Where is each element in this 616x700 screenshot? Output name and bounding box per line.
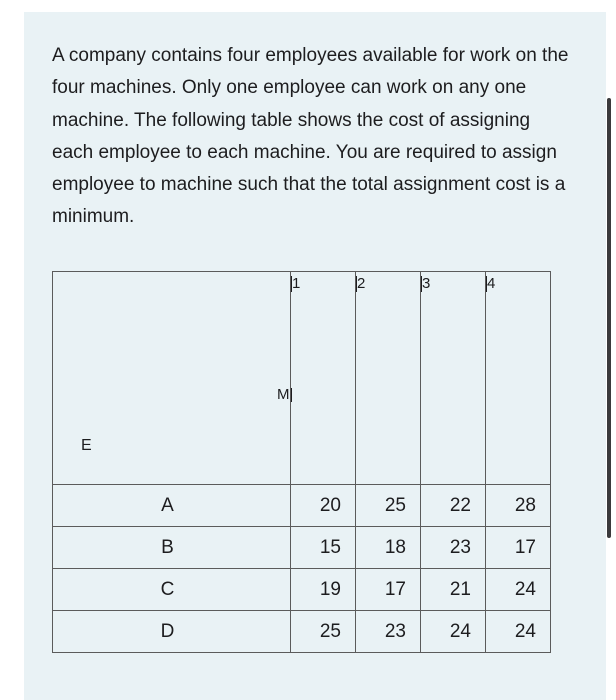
cost-cell: 25 bbox=[356, 485, 421, 527]
cost-cell: 25 bbox=[291, 611, 356, 653]
cost-cell: 22 bbox=[421, 485, 486, 527]
machine-header-4 bbox=[486, 272, 551, 485]
cost-cell: 15 bbox=[291, 527, 356, 569]
machine-label: 2 bbox=[357, 275, 366, 292]
cost-cell: 24 bbox=[486, 569, 551, 611]
cost-cell: 21 bbox=[421, 569, 486, 611]
employee-name: B bbox=[53, 527, 291, 569]
machine-label: 4 bbox=[487, 275, 496, 292]
scrollbar[interactable] bbox=[607, 98, 611, 538]
employee-name: D bbox=[53, 611, 291, 653]
employee-name: A bbox=[53, 485, 291, 527]
cost-cell: 23 bbox=[356, 611, 421, 653]
cost-cell: 18 bbox=[356, 527, 421, 569]
question-text: A company contains four employees available for work on the four machines. Only one employee can work on any one machine. The following table shows the cost of assigning each employee to each machine. You are required to assign employee to machine such that the total assignment cost is a minimum. bbox=[52, 45, 569, 228]
table-row bbox=[53, 569, 551, 611]
table-row bbox=[53, 611, 551, 653]
cost-cell: 23 bbox=[421, 527, 486, 569]
employee-name: C bbox=[53, 569, 291, 611]
machine-header-3 bbox=[421, 272, 486, 485]
machine-label: 1 bbox=[292, 275, 301, 292]
question-card bbox=[24, 12, 606, 700]
cost-cell: 24 bbox=[486, 611, 551, 653]
cost-cell: 28 bbox=[486, 485, 551, 527]
cost-table bbox=[52, 271, 551, 653]
employee-axis-label: E bbox=[81, 437, 92, 454]
cost-cell: 24 bbox=[421, 611, 486, 653]
cost-cell: 17 bbox=[486, 527, 551, 569]
machine-header-2 bbox=[356, 272, 421, 485]
table-row bbox=[53, 485, 551, 527]
axis-corner-cell bbox=[53, 272, 291, 485]
machine-axis-label: M bbox=[277, 386, 290, 403]
cost-cell: 17 bbox=[356, 569, 421, 611]
cost-cell: 20 bbox=[291, 485, 356, 527]
cost-cell: 19 bbox=[291, 569, 356, 611]
machine-label: 3 bbox=[422, 275, 431, 292]
table-header-row bbox=[53, 272, 551, 485]
machine-header-1 bbox=[291, 272, 356, 485]
table-row bbox=[53, 527, 551, 569]
